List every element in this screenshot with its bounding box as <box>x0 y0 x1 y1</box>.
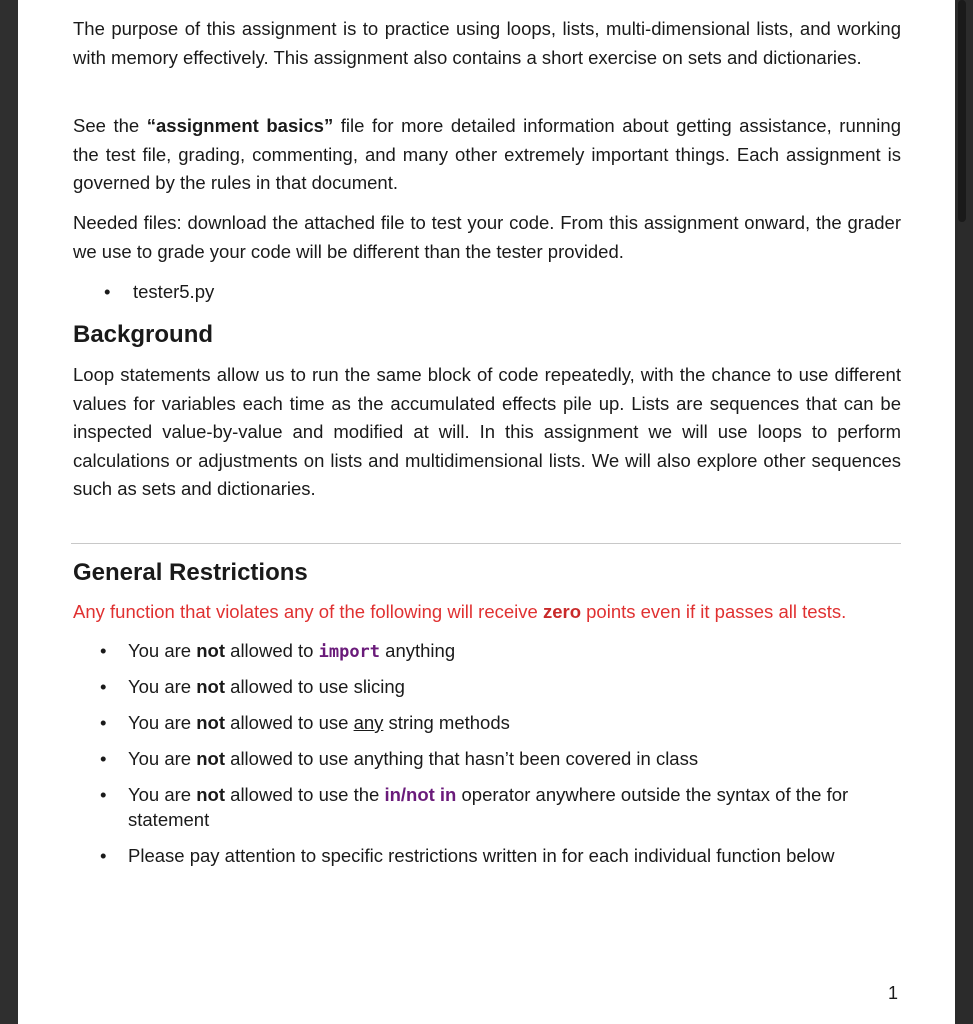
needed-files-paragraph: Needed files: download the attached file to test your code. From this assignment onward, the grader we use to grade your code will be different than the tester provided. <box>73 212 901 262</box>
rule-prefix: You are <box>128 676 197 697</box>
page-number: 1 <box>888 983 899 1003</box>
warning-zero: zero <box>542 601 581 622</box>
assignment-basics-paragraph <box>73 112 901 198</box>
restriction-uncovered <box>100 746 910 782</box>
bullet-icon: • <box>100 640 107 661</box>
document-page <box>18 0 955 1024</box>
restriction-in-operator <box>100 782 910 843</box>
rule-prefix: You are <box>128 640 197 661</box>
p2-before: See the <box>73 115 147 136</box>
bullet-icon: • <box>100 784 107 805</box>
intro-paragraph: The purpose of this assignment is to practice using loops, lists, multi-dimensional lists, and working with memory effectively. This assignment also contains a short exercise on sets and dictionaries. <box>73 18 901 68</box>
rule-not: not <box>196 640 226 661</box>
bullet-icon: • <box>104 281 111 302</box>
rule-after: string methods <box>383 712 510 733</box>
restriction-slicing <box>100 674 910 710</box>
warning-before: Any function that violates any of the following will receive <box>73 601 543 622</box>
any-underlined: any <box>353 712 384 733</box>
rule-after: operator anywhere outside the syntax of the for statement <box>128 784 849 830</box>
rule-mid: allowed to use the <box>225 784 385 805</box>
rule-not: not <box>196 784 226 805</box>
in-not-in-operator: in/not in <box>384 784 457 805</box>
import-keyword: import <box>318 642 381 662</box>
viewer-left-margin <box>0 0 18 1024</box>
background-heading: Background <box>73 321 214 348</box>
assignment-basics-ref: “assignment basics” <box>146 115 334 136</box>
rule-not: not <box>196 712 226 733</box>
rule-mid: allowed to use <box>225 712 354 733</box>
restrictions-heading: General Restrictions <box>73 559 308 586</box>
section-divider <box>71 543 901 544</box>
bullet-icon: • <box>100 676 107 697</box>
warning-after: points even if it passes all tests. <box>581 601 847 622</box>
tester-file-name: tester5.py <box>133 281 215 302</box>
rule-not: not <box>196 748 226 769</box>
zero-points-warning <box>73 598 846 626</box>
bullet-icon: • <box>100 712 107 733</box>
rule-not: not <box>196 676 226 697</box>
rule-after: anything <box>380 640 456 661</box>
restriction-string-methods <box>100 710 910 746</box>
restriction-specific <box>100 843 910 873</box>
bullet-icon: • <box>100 845 107 866</box>
p2-after: file for more detailed information about getting assistance, running the test file, grading, commenting, and many other extremely important things. Each assignment is governed by the rules in that document. <box>73 115 901 193</box>
rule-after: allowed to use anything that hasn’t been covered in class <box>225 748 699 769</box>
rule-prefix: You are <box>128 748 197 769</box>
scrollbar-thumb[interactable] <box>958 0 966 222</box>
rule-text: Please pay attention to specific restrictions written in for each individual function below <box>128 845 835 866</box>
rule-mid: allowed to <box>225 640 319 661</box>
bullet-icon: • <box>100 748 107 769</box>
rule-prefix: You are <box>128 712 197 733</box>
restrictions-list <box>100 638 910 873</box>
background-paragraph: Loop statements allow us to run the same block of code repeatedly, with the chance to use different values for variables each time as the accumulated effects pile up. Lists are sequences that can be inspected value-by-value and modified at will. In this assignment we will use loops to perform calculations or adjustments on lists and multidimensional lists. We will also explore other sequences such as sets and dictionaries. <box>73 364 901 499</box>
rule-after: allowed to use slicing <box>225 676 405 697</box>
restriction-import <box>100 638 910 674</box>
rule-prefix: You are <box>128 784 197 805</box>
